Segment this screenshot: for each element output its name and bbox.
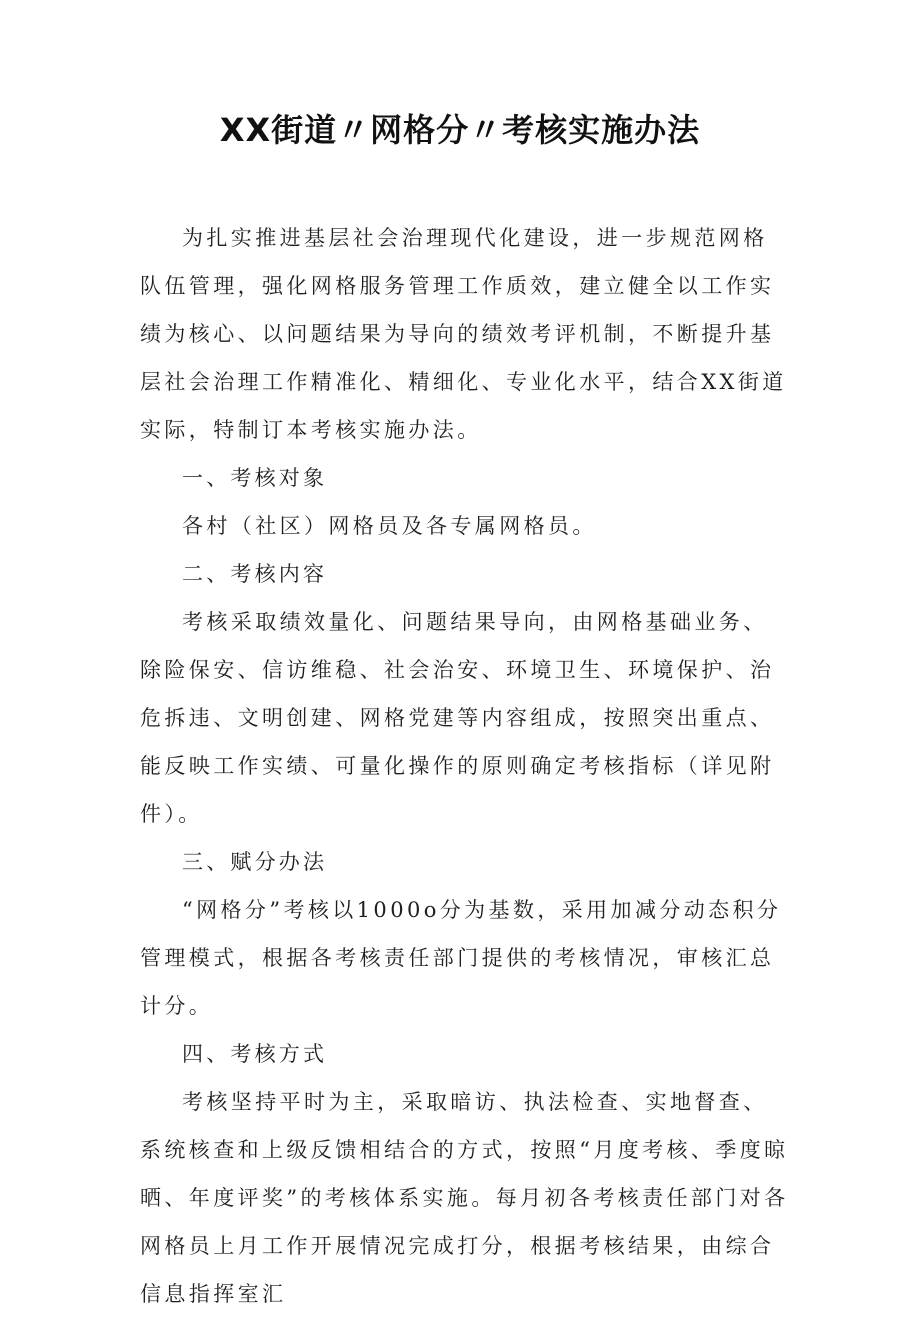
- section-heading-assessment-method: 四、考核方式: [182, 1042, 328, 1066]
- assessment-method-paragraph: 考核坚持平时为主，采取暗访、执法检查、实地督查、系统核查和上级反馈相结合的方式，按照“月度考核、季度晾晒、年度评奖”的考核体系实施。每月初各考核责任部门对各网格员上月工作开展情况完成打分，根据考核结果，由综合信息指挥室汇: [140, 1090, 789, 1306]
- assessment-targets-paragraph: 各村（社区）网格员及各专属网格员。: [182, 514, 597, 538]
- intro-paragraph: 为扎实推进基层社会治理现代化建设，进一步规范网格队伍管理，强化网格服务管理工作质效，建立健全以工作实绩为核心、以问题结果为导向的绩效考评机制，不断提升基层社会治理工作精准化、精细化、专业化水平，结合XX街道实际，特制订本考核实施办法。: [140, 226, 787, 442]
- document-body: [140, 214, 790, 1318]
- document-title: XX街道〃网格分〃考核实施办法: [219, 111, 701, 149]
- assessment-content-paragraph: 考核采取绩效量化、问题结果导向，由网格基础业务、除险保安、信访维稳、社会治安、环境卫生、环境保护、治危拆违、文明创建、网格党建等内容组成，按照突出重点、能反映工作实绩、可量化操作的原则确定考核指标（详见附件）。: [140, 610, 775, 826]
- scoring-method-paragraph: “网格分”考核以1000o分为基数，采用加减分动态积分管理模式，根据各考核责任部门提供的考核情况，审核汇总计分。: [140, 898, 782, 1018]
- section-heading-scoring-method: 三、赋分办法: [182, 850, 328, 874]
- section-heading-assessment-content: 二、考核内容: [182, 562, 328, 586]
- section-heading-assessment-targets: 一、考核对象: [182, 466, 328, 490]
